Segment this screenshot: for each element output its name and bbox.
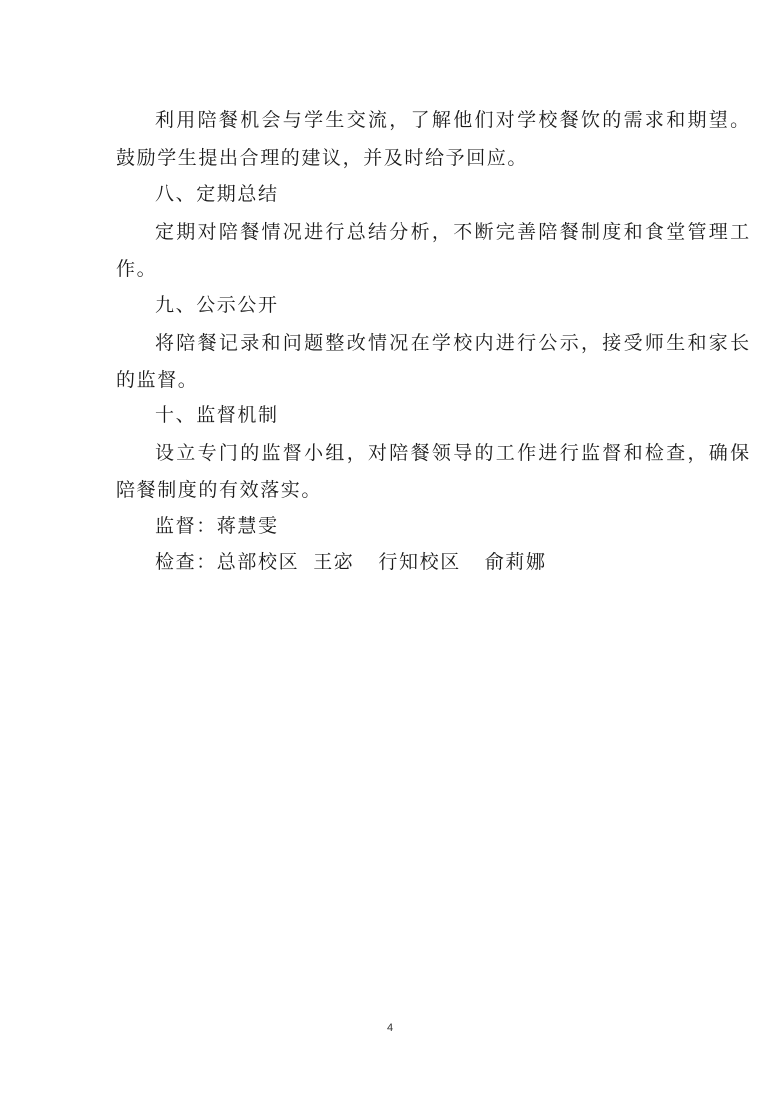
paragraph-line: 作。: [116, 258, 158, 280]
section-heading-10: 十、监督机制: [155, 404, 279, 426]
paragraph-line: 的监督。: [116, 369, 199, 391]
inspector-name: 王宓: [313, 551, 355, 573]
section-heading-8: 八、定期总结: [155, 183, 279, 205]
paragraph-line: 设立专门的监督小组，对陪餐领导的工作进行监督和检查，确保: [155, 442, 752, 464]
campus-name: 行知校区: [378, 551, 461, 573]
inspection-label: 检查：总部校区: [155, 551, 300, 573]
section-heading-9: 九、公示公开: [155, 294, 279, 316]
page-number: 4: [386, 1022, 394, 1034]
paragraph-line: 利用陪餐机会与学生交流，了解他们对学校餐饮的需求和期望。: [155, 109, 752, 131]
inspection-line: [155, 550, 715, 574]
inspector-name: 俞莉娜: [484, 551, 547, 573]
paragraph-line: 定期对陪餐情况进行总结分析，不断完善陪餐制度和食堂管理工: [155, 221, 752, 243]
paragraph-line: 陪餐制度的有效落实。: [116, 479, 323, 501]
supervision-line: 监督：蒋慧雯: [155, 515, 279, 537]
paragraph-line: 鼓励学生提出合理的建议，并及时给予回应。: [116, 147, 529, 169]
paragraph-line: 将陪餐记录和问题整改情况在学校内进行公示，接受师生和家长: [155, 332, 752, 354]
